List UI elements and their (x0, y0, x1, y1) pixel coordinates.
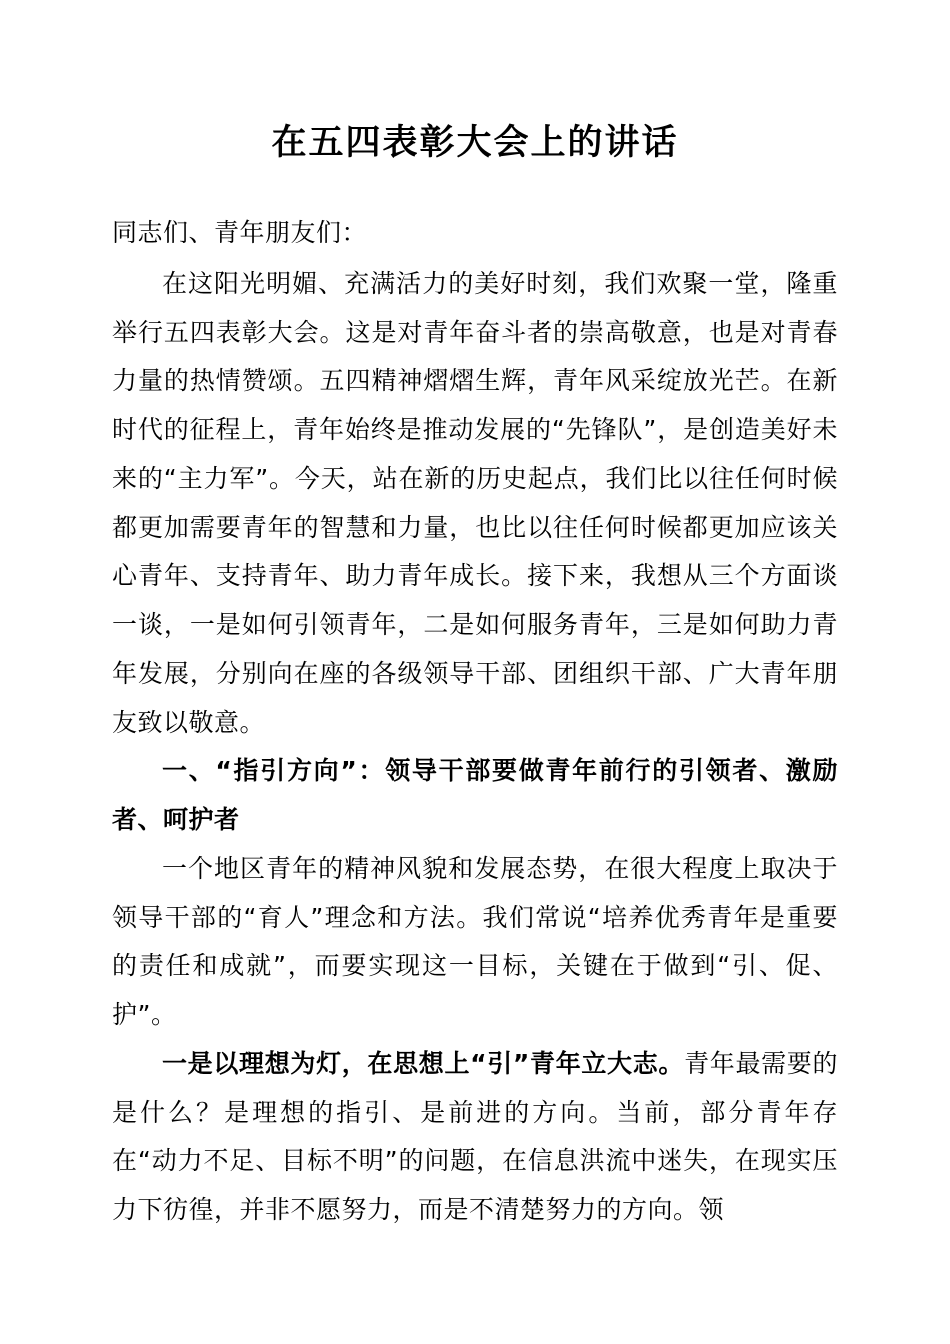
paragraph-opening: 在这阳光明媚、充满活力的美好时刻，我们欢聚一堂，隆重举行五四表彰大会。这是对青年奋斗者的崇高敬意，也是对青春力量的热情赞颂。五四精神熠熠生辉，青年风采绽放光芒。在新时代的征程上，青年始终是推动发展的“先锋队”，是创造美好未来的“主力军”。今天，站在新的历史起点，我们比以往任何时候都更加需要青年的智慧和力量，也比以往任何时候都更加应该关心青年、支持青年、助力青年成长。接下来，我想从三个方面谈一谈，一是如何引领青年，二是如何服务青年，三是如何助力青年发展，分别向在座的各级领导干部、团组织干部、广大青年朋友致以敬意。 (112, 268, 838, 737)
paragraph-point-one-lead: 一是以理想为灯，在思想上“引”青年立大志。 (162, 1048, 685, 1078)
salutation-line: 同志们、青年朋友们： (112, 218, 368, 247)
paragraph-point-one-text: 青年最需要的是什么？是理想的指引、是前进的方向。当前，部分青年存在“动力不足、目标不明”的问题，在信息洪流中迷失，在现实压力下彷徨，并非不愿努力，而是不清楚努力的方向。领 (112, 1048, 838, 1224)
paragraph-point-one (112, 1040, 838, 1235)
paragraph-section-one-intro: 一个地区青年的精神风貌和发展态势，在很大程度上取决于领导干部的“育人”理念和方法。我们常说“培养优秀青年是重要的责任和成就”，而要实现这一目标，关键在于做到“引、促、护”。 (112, 853, 838, 1029)
section-heading-one: 一、“指引方向”：领导干部要做青年前行的引领者、激励者、呵护者 (112, 756, 838, 834)
page-title: 在五四表彰大会上的讲话 (271, 122, 679, 163)
